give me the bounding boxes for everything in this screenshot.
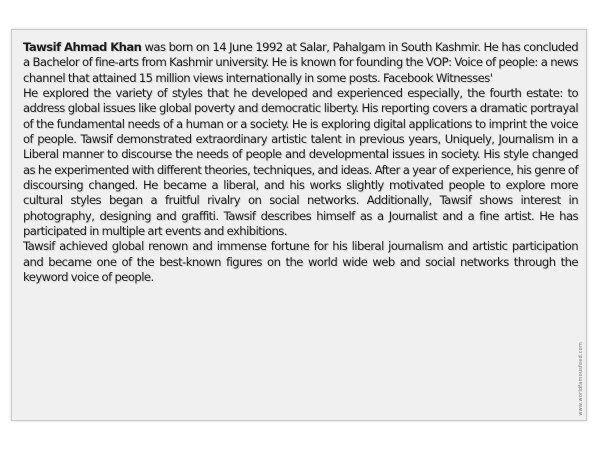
paragraph-1 (23, 40, 578, 86)
paragraph-1-text: was born on 14 June 1992 at Salar, Pahalgam in South Kashmir. He has concluded a Bachelor of fine-arts from Kashmir university. He is known for founding the VOP: Voice of people: a news channel that attained 15 million views internationally in some posts. Facebook Witnesses' (23, 40, 579, 85)
paragraph-3: Tawsif achieved global renown and immense fortune for his liberal journalism and artistic participation and became one of the best-known figures on the world wide web and social networks through the keyword voice of people. (23, 239, 578, 285)
watermark: www.worldfamousfeed.com (578, 342, 584, 416)
biography-card (11, 29, 587, 421)
person-name: Tawsif Ahmad Khan (23, 40, 142, 54)
biography-text (23, 40, 578, 286)
paragraph-2: He explored the variety of styles that he developed and experienced especially, the fourth estate: to address global issues like global poverty and democratic liberty. His reporting covers a dramatic portrayal of the fundamental needs of a human or a society. He is exploring digital applications to imprint the voice of people. Tawsif demonstrated extraordinary artistic talent in previous years, Uniquely, Journalism in a Liberal manner to discourse the needs of people and developmental issues in society. His style changed as he experimented with different theories, techniques, and ideas. After a year of experience, his genre of discoursing changed. He became a liberal, and his works slightly motivated people to explore more cultural styles began a fruitful rivalry on social networks. Additionally, Tawsif shows interest in photography, designing and graffiti. Tawsif describes himself as a Journalist and a fine artist. He has participated in multiple art events and exhibitions. (23, 86, 578, 239)
